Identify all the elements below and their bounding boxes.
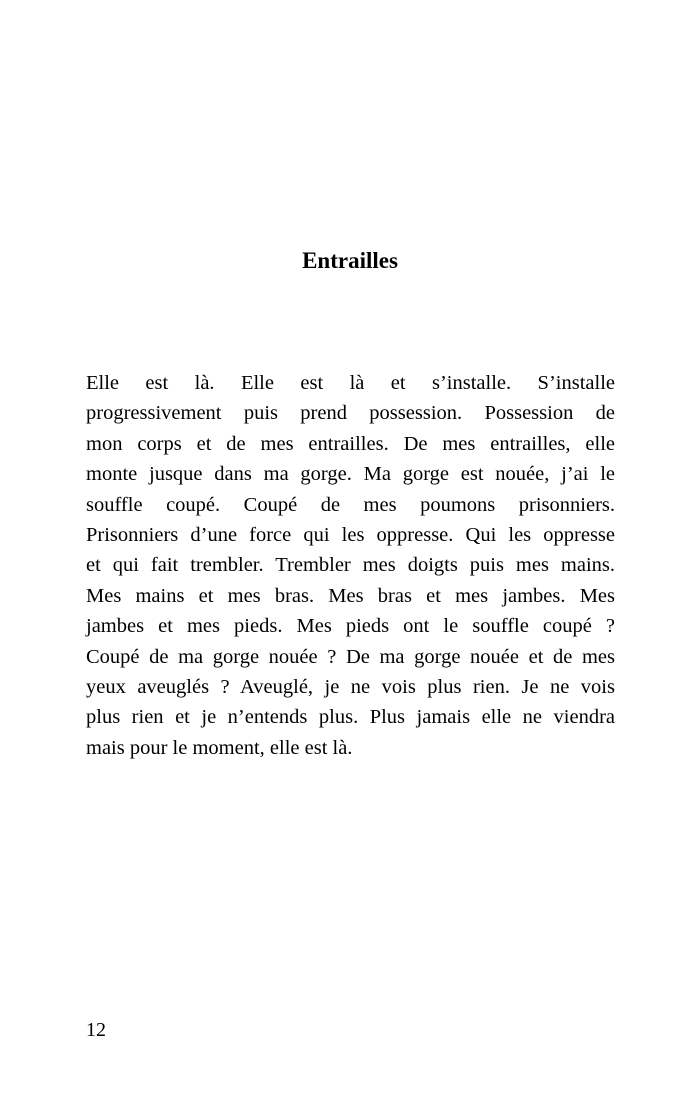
- text-line: Elle est là. Elle est là et s’installe. S’installe: [86, 372, 615, 394]
- text-line: yeux aveuglés ? Aveuglé, je ne vois plus rien. Je ne vois: [86, 675, 615, 698]
- text-line: plus rien et je n’entends plus. Plus jamais elle ne viendra: [86, 706, 615, 729]
- chapter-title: Entrailles: [302, 248, 398, 273]
- page-number: 12: [86, 1019, 106, 1041]
- text-line: Prisonniers d’une force qui les oppresse. Qui les oppresse: [86, 523, 615, 546]
- text-line: mon corps et de mes entrailles. De mes entrailles, elle: [86, 432, 615, 455]
- body-paragraph: [86, 368, 615, 763]
- text-line: monte jusque dans ma gorge. Ma gorge est nouée, j’ai le: [86, 463, 615, 486]
- text-line: jambes et mes pieds. Mes pieds ont le souffle coupé ?: [86, 615, 615, 638]
- text-line: progressivement puis prend possession. Possession de: [86, 402, 615, 425]
- text-line: mais pour le moment, elle est là.: [86, 736, 353, 759]
- text-line: et qui fait trembler. Trembler mes doigts puis mes mains.: [86, 554, 615, 577]
- text-line: souffle coupé. Coupé de mes poumons prisonniers.: [86, 493, 615, 516]
- text-line: Coupé de ma gorge nouée ? De ma gorge nouée et de mes: [86, 645, 615, 668]
- text-line: Mes mains et mes bras. Mes bras et mes jambes. Mes: [86, 584, 615, 607]
